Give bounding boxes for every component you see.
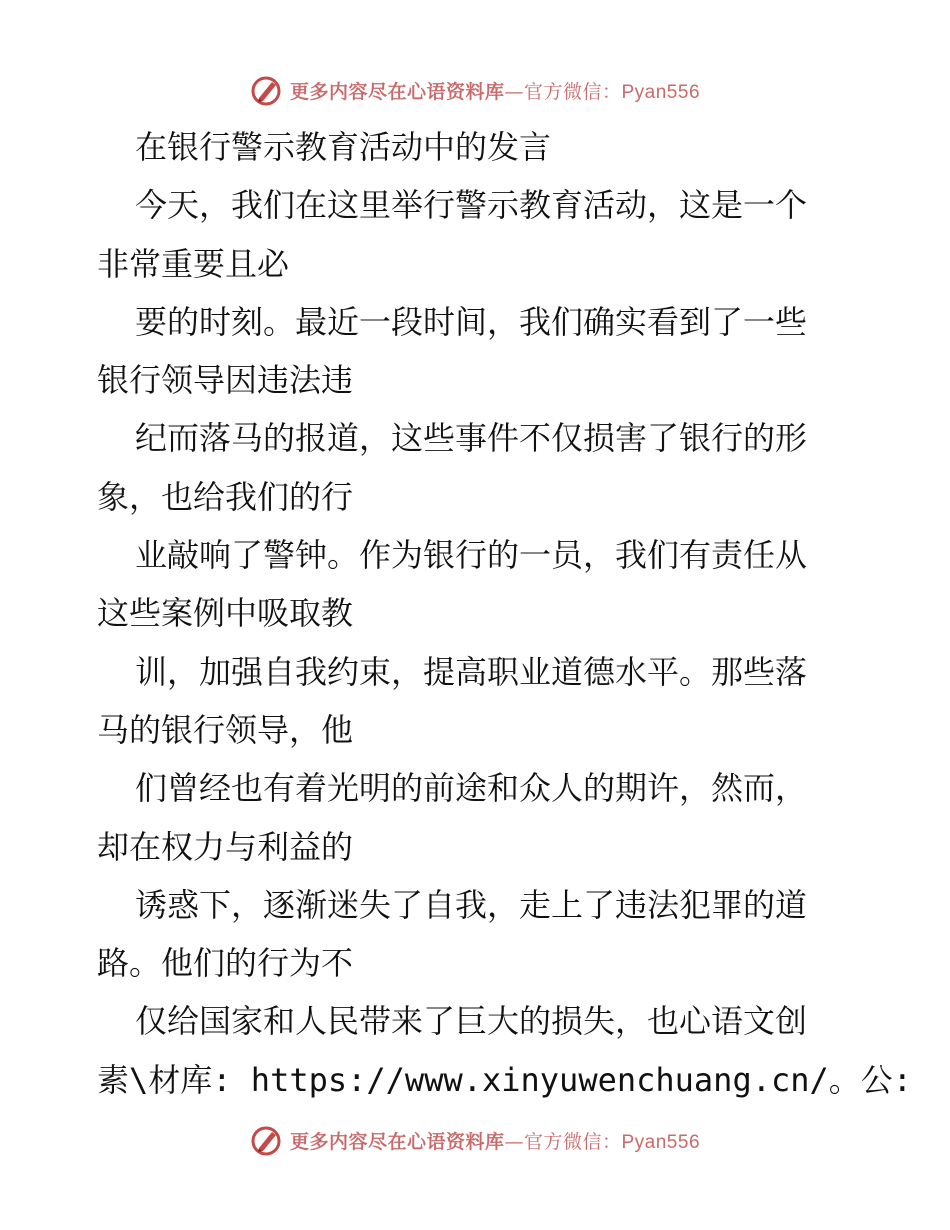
text-line: 仅给国家和人民带来了巨大的损失，也心语文创 (135, 1002, 808, 1041)
pen-logo-icon (250, 74, 282, 106)
watermark-text (290, 1127, 700, 1154)
watermark-middle: 官方微信： (523, 80, 622, 103)
watermark-dash: — (504, 1130, 524, 1153)
text-line: 象，也给我们的行 (97, 477, 354, 516)
document-title: 在银行警示教育活动中的发言 (135, 128, 552, 166)
text-line: 今天，我们在这里举行警示教育活动，这是一个 (135, 186, 808, 225)
text-line: 业敲响了警钟。作为银行的一员，我们有责任从 (135, 536, 808, 575)
text-line: 马的银行领导，他 (97, 710, 354, 749)
text-line: 却在权力与利益的 (97, 827, 354, 866)
footer-watermark (0, 1120, 950, 1160)
watermark-handle: Pyan556 (621, 1131, 701, 1153)
document-body (97, 118, 913, 1109)
text-line: 纪而落马的报道，这些事件不仅损害了银行的形 (135, 419, 808, 458)
pen-logo-icon (250, 1124, 282, 1156)
text-line: 训，加强自我约束，提高职业道德水平。那些落 (135, 652, 808, 691)
text-line: 这些案例中吸取教 (97, 594, 354, 633)
text-line: 银行领导因违法违 (97, 361, 354, 400)
text-line: 要的时刻。最近一段时间，我们确实看到了一些 (135, 302, 808, 341)
watermark-prefix: 更多内容尽在心语资料库 (289, 1130, 505, 1153)
text-line: 们曾经也有着光明的前途和众人的期许，然而， (135, 769, 808, 808)
watermark-text (290, 77, 700, 104)
text-line: 素\材库: https://www.xinyuwenchuang.cn/。公: (97, 1060, 913, 1099)
header-watermark (0, 70, 950, 110)
watermark-dash: — (504, 80, 524, 103)
text-line: 路。他们的行为不 (97, 944, 354, 983)
watermark-handle: Pyan556 (621, 81, 701, 103)
watermark-prefix: 更多内容尽在心语资料库 (289, 80, 505, 103)
text-line: 非常重要且必 (97, 244, 290, 283)
watermark-middle: 官方微信： (523, 1130, 622, 1153)
text-line: 诱惑下，逐渐迷失了自我，走上了违法犯罪的道 (135, 885, 808, 924)
